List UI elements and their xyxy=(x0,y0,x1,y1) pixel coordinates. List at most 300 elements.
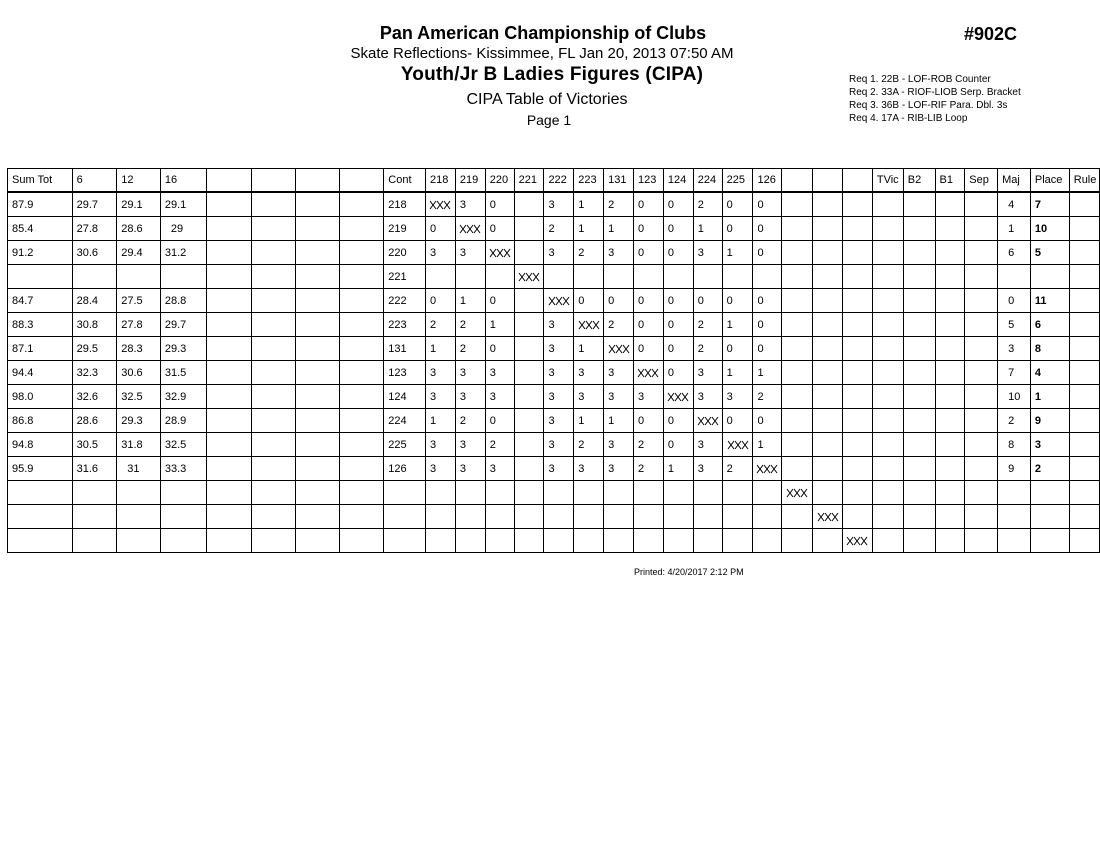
table-cell xyxy=(872,529,903,553)
table-cell xyxy=(340,289,384,313)
table-cell xyxy=(935,313,965,337)
table-cell xyxy=(935,217,965,241)
x-marker-icon xyxy=(548,295,570,307)
table-cell: 224 xyxy=(384,409,426,433)
table-row xyxy=(8,289,1100,313)
table-cell: 2 xyxy=(998,409,1031,433)
table-cell xyxy=(455,505,485,529)
table-cell xyxy=(1069,529,1099,553)
table-cell xyxy=(965,361,998,385)
table-cell: 1 xyxy=(722,361,753,385)
table-cell: 31.2 xyxy=(160,241,207,265)
table-cell: 0 xyxy=(722,337,753,361)
table-cell: 2 xyxy=(485,433,514,457)
table-cell xyxy=(340,529,384,553)
table-cell: 29.1 xyxy=(117,192,161,217)
column-header: 223 xyxy=(574,169,604,193)
table-cell xyxy=(813,457,843,481)
table-cell xyxy=(965,409,998,433)
table-cell xyxy=(251,337,295,361)
table-cell xyxy=(872,457,903,481)
table-cell xyxy=(782,385,813,409)
table-cell: 29.7 xyxy=(160,313,207,337)
table-cell: 0 xyxy=(753,217,782,241)
table-cell xyxy=(872,409,903,433)
table-cell: 0 xyxy=(485,289,514,313)
table-cell: 33.3 xyxy=(160,457,207,481)
table-cell xyxy=(782,265,813,289)
table-cell: 0 xyxy=(753,241,782,265)
table-cell: 0 xyxy=(634,241,664,265)
table-cell xyxy=(207,457,251,481)
table-cell xyxy=(903,409,935,433)
table-cell xyxy=(207,529,251,553)
table-cell xyxy=(965,265,998,289)
table-cell: 3 xyxy=(574,457,604,481)
table-cell xyxy=(903,265,935,289)
table-cell xyxy=(207,481,251,505)
table-cell: 3 xyxy=(455,192,485,217)
table-cell xyxy=(965,433,998,457)
table-cell: 5 xyxy=(998,313,1031,337)
report-title: Pan American Championship of Clubs xyxy=(379,23,707,43)
table-cell xyxy=(813,481,843,505)
requirement-1: Req 1. 22B - LOF-ROB Counter xyxy=(849,74,991,85)
table-cell xyxy=(514,337,544,361)
table-cell xyxy=(384,505,426,529)
x-marker-icon xyxy=(756,463,778,475)
table-cell: 8 xyxy=(1030,337,1069,361)
table-cell: 27.8 xyxy=(117,313,161,337)
table-cell xyxy=(782,289,813,313)
column-header: 225 xyxy=(722,169,753,193)
table-cell xyxy=(425,481,455,505)
table-cell: 6 xyxy=(998,241,1031,265)
table-cell xyxy=(782,313,813,337)
column-header: Sep xyxy=(965,169,998,193)
table-cell xyxy=(813,241,843,265)
table-cell: 0 xyxy=(634,337,664,361)
table-cell xyxy=(340,433,384,457)
table-cell xyxy=(903,385,935,409)
table-cell xyxy=(384,529,426,553)
table-cell xyxy=(1069,289,1099,313)
table-cell xyxy=(295,529,339,553)
table-cell: 126 xyxy=(384,457,426,481)
table-cell xyxy=(843,385,873,409)
table-cell xyxy=(782,241,813,265)
table-cell: 0 xyxy=(663,241,693,265)
table-cell: 30.6 xyxy=(117,361,161,385)
column-header: Maj xyxy=(998,169,1031,193)
table-cell xyxy=(604,481,634,505)
table-cell xyxy=(722,481,753,505)
table-cell xyxy=(295,481,339,505)
table-cell xyxy=(813,385,843,409)
table-cell xyxy=(872,313,903,337)
table-cell: 1 xyxy=(1030,385,1069,409)
table-cell: 7 xyxy=(998,361,1031,385)
table-cell xyxy=(8,481,73,505)
table-cell: 7 xyxy=(1030,192,1069,217)
table-cell: 0 xyxy=(485,192,514,217)
table-cell xyxy=(634,265,664,289)
table-cell xyxy=(663,481,693,505)
table-cell xyxy=(1069,481,1099,505)
x-marker-cell xyxy=(485,241,514,265)
table-cell xyxy=(251,361,295,385)
table-cell xyxy=(843,337,873,361)
table-cell: 0 xyxy=(485,217,514,241)
table-cell: 2 xyxy=(753,385,782,409)
table-cell xyxy=(1069,192,1099,217)
column-header: 221 xyxy=(514,169,544,193)
table-cell xyxy=(935,361,965,385)
table-cell xyxy=(722,505,753,529)
table-cell xyxy=(903,313,935,337)
column-header: TVic xyxy=(872,169,903,193)
table-cell: 3 xyxy=(544,457,574,481)
table-cell: 124 xyxy=(384,385,426,409)
table-cell xyxy=(998,505,1031,529)
table-cell xyxy=(514,409,544,433)
table-cell: 3 xyxy=(544,241,574,265)
x-marker-cell xyxy=(634,361,664,385)
table-cell xyxy=(295,433,339,457)
table-cell xyxy=(903,241,935,265)
table-cell: 1 xyxy=(425,409,455,433)
table-cell: 2 xyxy=(634,433,664,457)
table-cell xyxy=(295,289,339,313)
table-cell xyxy=(455,529,485,553)
x-marker-icon xyxy=(667,391,689,403)
table-cell: 29.1 xyxy=(160,192,207,217)
table-cell xyxy=(295,337,339,361)
table-cell: 1 xyxy=(455,289,485,313)
table-cell: 0 xyxy=(722,409,753,433)
table-cell: 220 xyxy=(384,241,426,265)
x-marker-cell xyxy=(604,337,634,361)
table-cell xyxy=(998,265,1031,289)
table-cell xyxy=(782,192,813,217)
table-cell xyxy=(903,529,935,553)
table-cell xyxy=(485,481,514,505)
table-cell xyxy=(693,529,722,553)
table-cell: 88.3 xyxy=(8,313,73,337)
table-cell xyxy=(782,529,813,553)
table-cell: 3 xyxy=(425,385,455,409)
table-cell xyxy=(604,265,634,289)
table-cell: 3 xyxy=(455,433,485,457)
table-cell xyxy=(1069,265,1099,289)
column-header xyxy=(340,169,384,193)
table-cell: 3 xyxy=(693,241,722,265)
table-cell xyxy=(340,337,384,361)
table-cell xyxy=(753,529,782,553)
column-header: 131 xyxy=(604,169,634,193)
table-cell: 1 xyxy=(722,241,753,265)
table-cell xyxy=(965,481,998,505)
table-cell xyxy=(207,217,251,241)
x-marker-icon xyxy=(817,511,839,523)
table-cell xyxy=(782,433,813,457)
table-cell: 0 xyxy=(425,289,455,313)
table-cell: 2 xyxy=(455,409,485,433)
table-cell: 1 xyxy=(663,457,693,481)
table-cell xyxy=(903,505,935,529)
table-cell: 2 xyxy=(425,313,455,337)
table-cell: 0 xyxy=(753,409,782,433)
column-header xyxy=(843,169,873,193)
table-cell: 3 xyxy=(544,313,574,337)
table-cell xyxy=(782,409,813,433)
table-cell: 3 xyxy=(455,241,485,265)
table-cell xyxy=(251,505,295,529)
table-cell xyxy=(1030,529,1069,553)
table-cell: 1 xyxy=(425,337,455,361)
table-cell xyxy=(340,481,384,505)
table-cell: 0 xyxy=(693,289,722,313)
table-cell: 3 xyxy=(544,192,574,217)
table-row xyxy=(8,192,1100,217)
table-cell xyxy=(903,457,935,481)
table-cell: 218 xyxy=(384,192,426,217)
table-cell: 1 xyxy=(753,433,782,457)
table-cell: 223 xyxy=(384,313,426,337)
table-cell: 0 xyxy=(663,217,693,241)
table-cell xyxy=(722,529,753,553)
column-header: 126 xyxy=(753,169,782,193)
table-cell xyxy=(1069,433,1099,457)
table-cell: 3 xyxy=(604,433,634,457)
table-cell xyxy=(782,457,813,481)
table-cell xyxy=(425,529,455,553)
table-cell xyxy=(604,505,634,529)
printed-timestamp: Printed: 4/20/2017 2:12 PM xyxy=(634,567,744,577)
table-cell xyxy=(160,505,207,529)
x-marker-cell xyxy=(574,313,604,337)
table-cell: 3 xyxy=(1030,433,1069,457)
table-cell xyxy=(1069,313,1099,337)
table-cell xyxy=(207,337,251,361)
table-cell: 85.4 xyxy=(8,217,73,241)
table-row xyxy=(8,361,1100,385)
table-cell xyxy=(935,289,965,313)
table-cell: 3 xyxy=(634,385,664,409)
table-cell: 1 xyxy=(722,313,753,337)
requirements-list xyxy=(849,73,1021,125)
table-cell xyxy=(1069,337,1099,361)
table-cell xyxy=(544,481,574,505)
table-cell xyxy=(604,529,634,553)
table-cell xyxy=(935,385,965,409)
table-cell xyxy=(295,505,339,529)
table-cell: 0 xyxy=(634,289,664,313)
table-row xyxy=(8,481,1100,505)
table-cell: 0 xyxy=(753,313,782,337)
table-cell xyxy=(485,529,514,553)
table-cell xyxy=(514,217,544,241)
table-cell xyxy=(935,192,965,217)
table-cell xyxy=(872,192,903,217)
table-row xyxy=(8,217,1100,241)
table-cell xyxy=(425,265,455,289)
table-cell: 3 xyxy=(425,241,455,265)
table-cell xyxy=(965,385,998,409)
table-cell xyxy=(251,217,295,241)
table-cell xyxy=(295,265,339,289)
table-cell: 0 xyxy=(753,289,782,313)
table-cell xyxy=(514,457,544,481)
table-cell xyxy=(965,241,998,265)
column-header: 123 xyxy=(634,169,664,193)
table-header-row xyxy=(8,169,1100,193)
table-cell xyxy=(207,361,251,385)
table-cell: 2 xyxy=(544,217,574,241)
column-header xyxy=(782,169,813,193)
column-header: Cont xyxy=(384,169,426,193)
table-cell: 29.7 xyxy=(72,192,117,217)
table-cell xyxy=(207,289,251,313)
table-cell xyxy=(295,313,339,337)
table-cell xyxy=(813,313,843,337)
table-cell xyxy=(207,409,251,433)
table-cell: 32.9 xyxy=(160,385,207,409)
table-cell xyxy=(935,337,965,361)
table-cell xyxy=(903,289,935,313)
table-cell: 3 xyxy=(485,361,514,385)
table-cell: 3 xyxy=(425,361,455,385)
table-cell xyxy=(843,457,873,481)
table-cell xyxy=(843,265,873,289)
table-cell: 6 xyxy=(1030,313,1069,337)
table-cell: 3 xyxy=(485,457,514,481)
table-cell xyxy=(455,481,485,505)
table-cell: 3 xyxy=(574,361,604,385)
table-cell xyxy=(207,241,251,265)
table-cell xyxy=(8,529,73,553)
table-cell xyxy=(753,265,782,289)
table-cell: 2 xyxy=(722,457,753,481)
x-marker-cell xyxy=(782,481,813,505)
table-cell xyxy=(843,192,873,217)
table-cell: 29 xyxy=(160,217,207,241)
table-cell: 87.9 xyxy=(8,192,73,217)
table-cell xyxy=(872,505,903,529)
table-cell xyxy=(722,265,753,289)
column-header: B1 xyxy=(935,169,965,193)
column-header: 222 xyxy=(544,169,574,193)
table-cell xyxy=(251,481,295,505)
table-cell: 30.8 xyxy=(72,313,117,337)
table-cell xyxy=(295,385,339,409)
table-cell: 2 xyxy=(604,313,634,337)
table-cell: 2 xyxy=(604,192,634,217)
table-cell xyxy=(295,241,339,265)
table-cell xyxy=(1030,481,1069,505)
table-cell: 0 xyxy=(574,289,604,313)
table-cell: 221 xyxy=(384,265,426,289)
table-cell: 29.4 xyxy=(117,241,161,265)
table-cell xyxy=(117,529,161,553)
event-code: #902C xyxy=(964,24,1018,44)
table-cell xyxy=(753,481,782,505)
table-cell xyxy=(693,505,722,529)
column-header: 12 xyxy=(117,169,161,193)
column-header: Rule xyxy=(1069,169,1099,193)
x-marker-icon xyxy=(786,487,808,499)
table-cell: 3 xyxy=(544,361,574,385)
x-marker-icon xyxy=(578,319,600,331)
table-cell xyxy=(693,481,722,505)
table-cell: 31.8 xyxy=(117,433,161,457)
table-cell: 0 xyxy=(663,313,693,337)
x-marker-cell xyxy=(455,217,485,241)
table-cell xyxy=(295,409,339,433)
table-cell: 98.0 xyxy=(8,385,73,409)
table-cell xyxy=(903,433,935,457)
table-cell xyxy=(8,265,73,289)
table-cell xyxy=(340,409,384,433)
table-cell xyxy=(872,361,903,385)
table-cell xyxy=(340,505,384,529)
table-cell xyxy=(1069,241,1099,265)
table-cell xyxy=(843,481,873,505)
table-cell xyxy=(160,529,207,553)
table-cell: 0 xyxy=(663,289,693,313)
table-cell: 1 xyxy=(998,217,1031,241)
table-cell: 1 xyxy=(604,409,634,433)
table-cell xyxy=(514,529,544,553)
table-cell: 1 xyxy=(485,313,514,337)
table-cell xyxy=(514,481,544,505)
table-cell xyxy=(340,385,384,409)
table-cell xyxy=(340,265,384,289)
table-cell: 0 xyxy=(634,313,664,337)
x-marker-icon xyxy=(727,439,749,451)
table-cell xyxy=(455,265,485,289)
table-cell: 1 xyxy=(753,361,782,385)
table-cell xyxy=(872,385,903,409)
table-cell: 0 xyxy=(722,289,753,313)
table-cell xyxy=(965,313,998,337)
table-cell xyxy=(753,505,782,529)
table-cell xyxy=(1069,409,1099,433)
table-cell xyxy=(340,361,384,385)
x-marker-cell xyxy=(843,529,873,553)
table-cell xyxy=(903,192,935,217)
table-cell xyxy=(574,529,604,553)
table-cell xyxy=(1069,505,1099,529)
table-cell xyxy=(514,313,544,337)
table-cell xyxy=(872,265,903,289)
table-cell xyxy=(903,481,935,505)
table-cell xyxy=(251,289,295,313)
table-cell: 1 xyxy=(574,337,604,361)
table-cell xyxy=(1069,385,1099,409)
x-marker-cell xyxy=(813,505,843,529)
table-cell xyxy=(207,313,251,337)
table-cell: 2 xyxy=(455,313,485,337)
table-cell xyxy=(813,337,843,361)
table-cell xyxy=(1030,265,1069,289)
table-cell: 3 xyxy=(693,433,722,457)
table-cell xyxy=(872,289,903,313)
table-cell: 0 xyxy=(663,361,693,385)
table-cell: 28.4 xyxy=(72,289,117,313)
table-cell: 0 xyxy=(998,289,1031,313)
column-header: Sum Tot xyxy=(8,169,73,193)
